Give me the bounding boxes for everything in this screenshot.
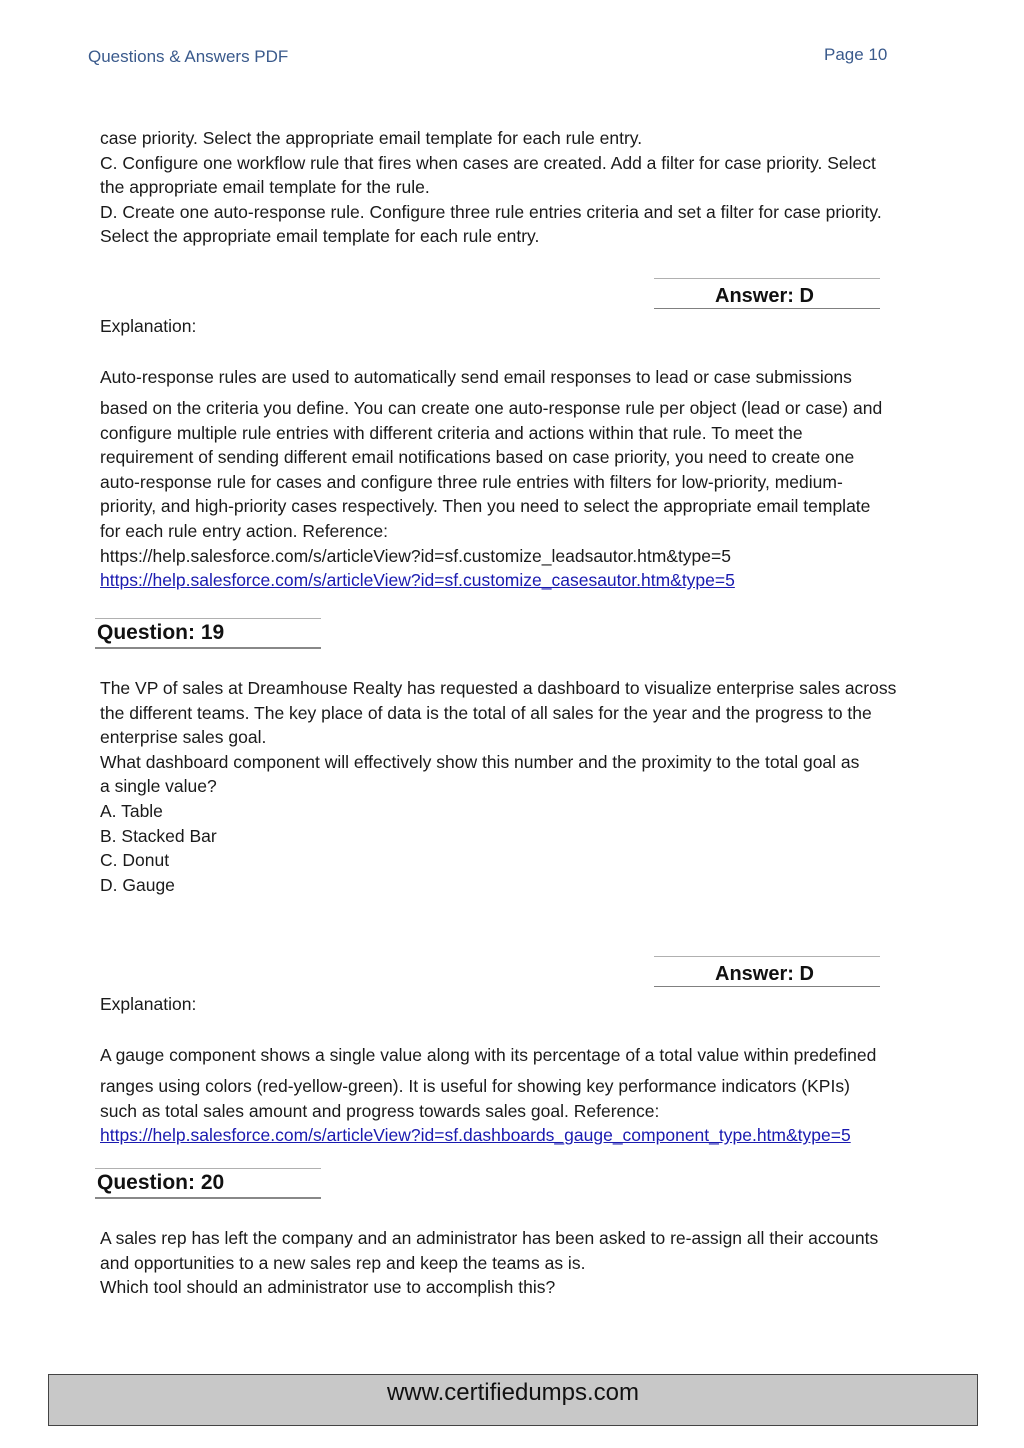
q18-explanation-line: based on the criteria you define. You can create one auto-response rule per object (lead or case) and	[100, 398, 883, 418]
q19-title: Question: 19	[97, 621, 225, 644]
q19-body	[100, 676, 896, 897]
q19-line: What dashboard component will effectively show this number and the proximity to the total goal as	[100, 751, 860, 772]
q18-options	[100, 126, 882, 249]
q18-explanation-first: Auto-response rules are used to automatically send email responses to lead or case submissions	[100, 367, 852, 387]
q18-answer-box	[654, 278, 880, 309]
q18-line: case priority. Select the appropriate email template for each rule entry.	[100, 128, 643, 148]
q19-title-box	[95, 618, 321, 649]
q19-line: a single value?	[100, 776, 217, 797]
q20-line: Which tool should an administrator use to accomplish this?	[100, 1277, 556, 1298]
q19-option: A. Table	[100, 800, 163, 821]
q19-option: B. Stacked Bar	[100, 825, 217, 846]
q19-line: The VP of sales at Dreamhouse Realty has requested a dashboard to visualize enterprise sales across	[100, 678, 897, 698]
q18-line: the appropriate email template for the rule.	[100, 177, 430, 198]
q18-explanation-line: auto-response rule for cases and configure three rule entries with filters for low-priority, medium-	[100, 471, 843, 492]
q18-explanation-line: priority, and high-priority cases respectively. Then you need to select the appropriate email template	[100, 496, 871, 517]
q19-option: C. Donut	[100, 850, 170, 871]
q19-line: the different teams. The key place of data is the total of all sales for the year and the progress to the	[100, 702, 872, 723]
q20-title: Question: 20	[97, 1171, 225, 1194]
q20-body	[100, 1226, 878, 1300]
q19-answer-box	[654, 956, 880, 987]
q18-line: C. Configure one workflow rule that fires when cases are created. Add a filter for case priority. Select	[100, 152, 876, 173]
page-number: Page 10	[824, 45, 888, 64]
q18-explanation-label: Explanation:	[100, 316, 197, 336]
footer-url[interactable]: www.certifiedumps.com	[386, 1379, 640, 1406]
q19-reference-link[interactable]: https://help.salesforce.com/s/articleView?id=sf.dashboards_gauge_component_type.htm&type=5	[100, 1125, 851, 1146]
q19-explanation-label: Explanation:	[100, 994, 197, 1014]
q19-answer: Answer: D	[715, 963, 814, 985]
q19-option: D. Gauge	[100, 874, 175, 895]
q19-explanation-line: ranges using colors (red-yellow-green). It is useful for showing key performance indicators (KPIs)	[100, 1076, 850, 1096]
q19-explanation-line: such as total sales amount and progress towards sales goal. Reference:	[100, 1100, 660, 1121]
footer-bar	[48, 1374, 978, 1426]
page-header-title: Questions & Answers PDF	[88, 47, 289, 66]
q18-explanation-line: for each rule entry action. Reference:	[100, 520, 388, 541]
q18-line: D. Create one auto-response rule. Configure three rule entries criteria and set a filter for case priority.	[100, 201, 882, 222]
q19-explanation	[100, 1074, 851, 1148]
q19-line: enterprise sales goal.	[100, 727, 267, 748]
q18-explanation-line: https://help.salesforce.com/s/articleView?id=sf.customize_leadsautor.htm&type=5	[100, 545, 731, 566]
q18-explanation	[100, 396, 882, 593]
q20-line: and opportunities to a new sales rep and keep the teams as is.	[100, 1252, 586, 1273]
q18-line: Select the appropriate email template for each rule entry.	[100, 226, 540, 247]
q20-line: A sales rep has left the company and an administrator has been asked to re-assign all their accounts	[100, 1228, 879, 1248]
q18-explanation-line: requirement of sending different email notifications based on case priority, you need to create one	[100, 447, 855, 468]
q18-reference-link[interactable]: https://help.salesforce.com/s/articleView?id=sf.customize_casesautor.htm&type=5	[100, 570, 735, 591]
q19-explanation-first: A gauge component shows a single value along with its percentage of a total value within predefined	[100, 1045, 877, 1065]
q18-answer: Answer: D	[715, 285, 814, 307]
q18-explanation-line: configure multiple rule entries with different criteria and actions within that rule. To meet the	[100, 422, 803, 443]
q20-title-box	[95, 1168, 321, 1199]
